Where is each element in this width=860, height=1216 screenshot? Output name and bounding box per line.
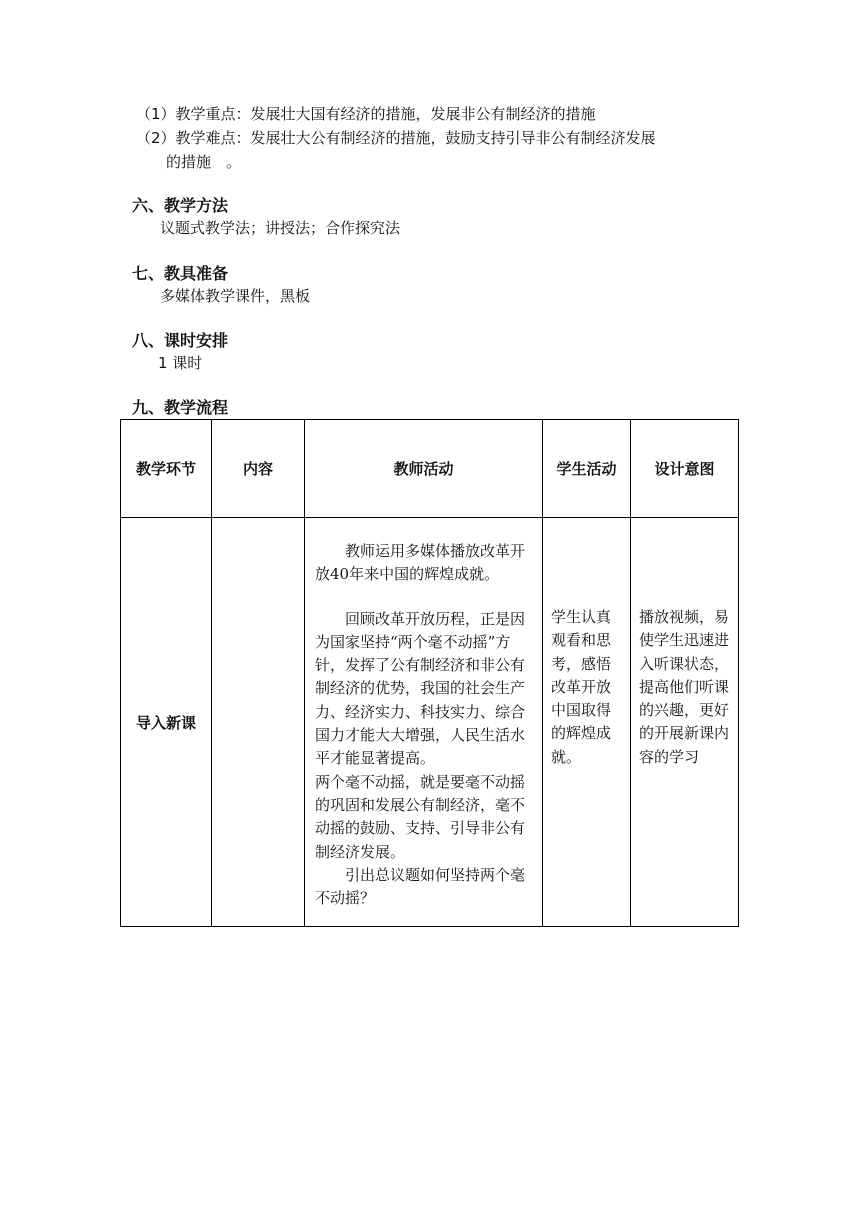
content-cell	[212, 518, 305, 927]
process-heading: 九、教学流程	[132, 398, 229, 417]
schedule-content: 1 课时	[158, 354, 203, 372]
teacher-activity-cell	[305, 518, 543, 927]
header-student-activity: 学生活动	[543, 420, 631, 518]
teacher-paragraph-3: 两个毫不动摇，就是要毫不动摇的巩固和发展公有制经济，毫不动摇的鼓励、支持、引导非公有制经济发展。	[315, 772, 526, 861]
teacher-paragraph-2: 回顾改革开放历程，正是因为国家坚持“两个毫不动摇”方针，发挥了公有制经济和非公有制经济的优势，我国的社会生产力、经济实力、科技实力、综合国力才能大大增强，人民生活水平才能显著提高。	[315, 609, 526, 768]
key-point-line: （1）教学重点：发展壮大国有经济的措施，发展非公有制经济的措施	[136, 105, 596, 123]
header-teacher-activity: 教师活动	[305, 420, 543, 518]
teacher-paragraph-1: 教师运用多媒体播放改革开放40年来中国的辉煌成就。	[315, 542, 526, 584]
table-row	[121, 518, 739, 927]
tools-content: 多媒体教学课件，黑板	[160, 287, 311, 305]
methods-content: 议题式教学法；讲授法；合作探究法	[160, 219, 401, 237]
design-intent-text: 播放视频，易使学生迅速进入听课状态，提高他们听课的兴趣，更好的开展新课内容的学习	[639, 608, 730, 766]
tools-heading: 七、教具准备	[132, 264, 229, 283]
difficulty-line-1: （2）教学难点：发展壮大公有制经济的措施，鼓励支持引导非公有制经济发展	[136, 129, 656, 147]
design-intent-cell	[631, 518, 739, 927]
methods-heading: 六、教学方法	[132, 196, 229, 215]
student-activity-cell	[543, 518, 631, 927]
stage-cell: 导入新课	[121, 518, 212, 927]
header-stage: 教学环节	[121, 420, 212, 518]
header-design-intent: 设计意图	[631, 420, 739, 518]
difficulty-line-2: 的措施 。	[166, 153, 242, 171]
student-activity-text: 学生认真观看和思考，感悟改革开放中国取得的辉煌成就。	[551, 608, 612, 766]
schedule-heading: 八、课时安排	[132, 331, 229, 350]
table-header-row	[121, 420, 739, 518]
teacher-paragraph-4: 引出总议题如何坚持两个毫不动摇？	[315, 865, 526, 908]
header-content: 内容	[212, 420, 305, 518]
teaching-process-table	[120, 419, 739, 927]
